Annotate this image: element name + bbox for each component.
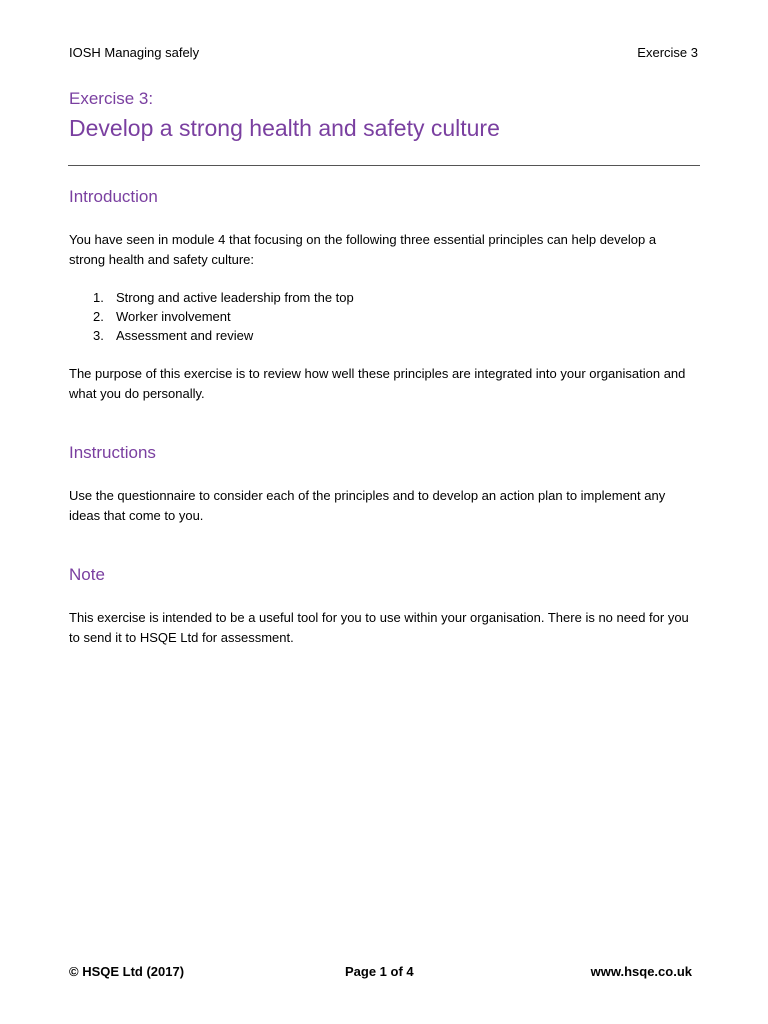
note-heading: Note <box>69 565 105 584</box>
instructions-heading: Instructions <box>69 443 156 462</box>
introduction-heading: Introduction <box>69 187 158 206</box>
footer-page-number: Page 1 of 4 <box>345 964 414 979</box>
list-item-number: 2. <box>93 309 104 324</box>
title-block <box>69 88 700 143</box>
list-item <box>69 307 354 326</box>
page-footer <box>69 963 692 981</box>
list-item <box>69 288 354 307</box>
header-exercise-label: Exercise 3 <box>637 45 698 60</box>
footer-website: www.hsqe.co.uk <box>590 964 692 979</box>
list-item-number: 1. <box>93 290 104 305</box>
page-header <box>69 44 698 62</box>
list-item-text: Assessment and review <box>116 328 254 343</box>
list-item-text: Strong and active leadership from the top <box>116 290 354 305</box>
note-paragraph: This exercise is intended to be a useful tool for you to use within your organisation. There is no need for you to send it to HSQE Ltd for assessment. <box>69 610 689 645</box>
principles-list <box>69 288 354 345</box>
page-title: Develop a strong health and safety culture <box>69 115 500 141</box>
introduction-paragraph-1: You have seen in module 4 that focusing on the following three essential principles can help develop a strong health and safety culture: <box>69 232 657 267</box>
introduction-paragraph-2: The purpose of this exercise is to review how well these principles are integrated into your organisation and what you do personally. <box>69 366 686 401</box>
instructions-paragraph: Use the questionnaire to consider each of the principles and to develop an action plan to implement any ideas that come to you. <box>69 488 666 523</box>
title-divider <box>68 165 700 166</box>
list-item-number: 3. <box>93 328 104 343</box>
footer-copyright: © HSQE Ltd (2017) <box>69 964 185 979</box>
exercise-number: Exercise 3: <box>69 89 154 108</box>
list-item-text: Worker involvement <box>116 309 231 324</box>
header-course-title: IOSH Managing safely <box>69 45 200 60</box>
list-item <box>69 326 354 345</box>
